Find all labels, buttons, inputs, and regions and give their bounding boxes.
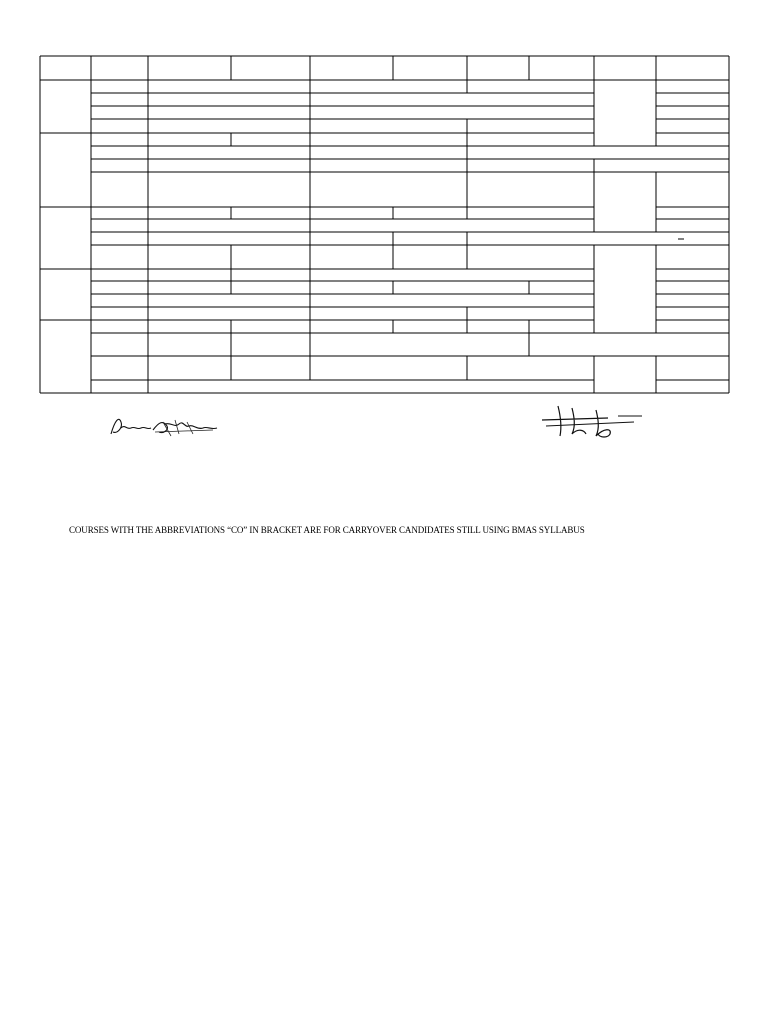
carryover-note: COURSES WITH THE ABBREVIATIONS “CO” IN BRACKET ARE FOR CARRYOVER CANDIDATES STILL USING BMAS SYLLABUS <box>69 525 585 535</box>
left-signature <box>105 410 225 442</box>
right-signature <box>538 404 650 442</box>
timetable-grid-lines <box>0 0 768 400</box>
